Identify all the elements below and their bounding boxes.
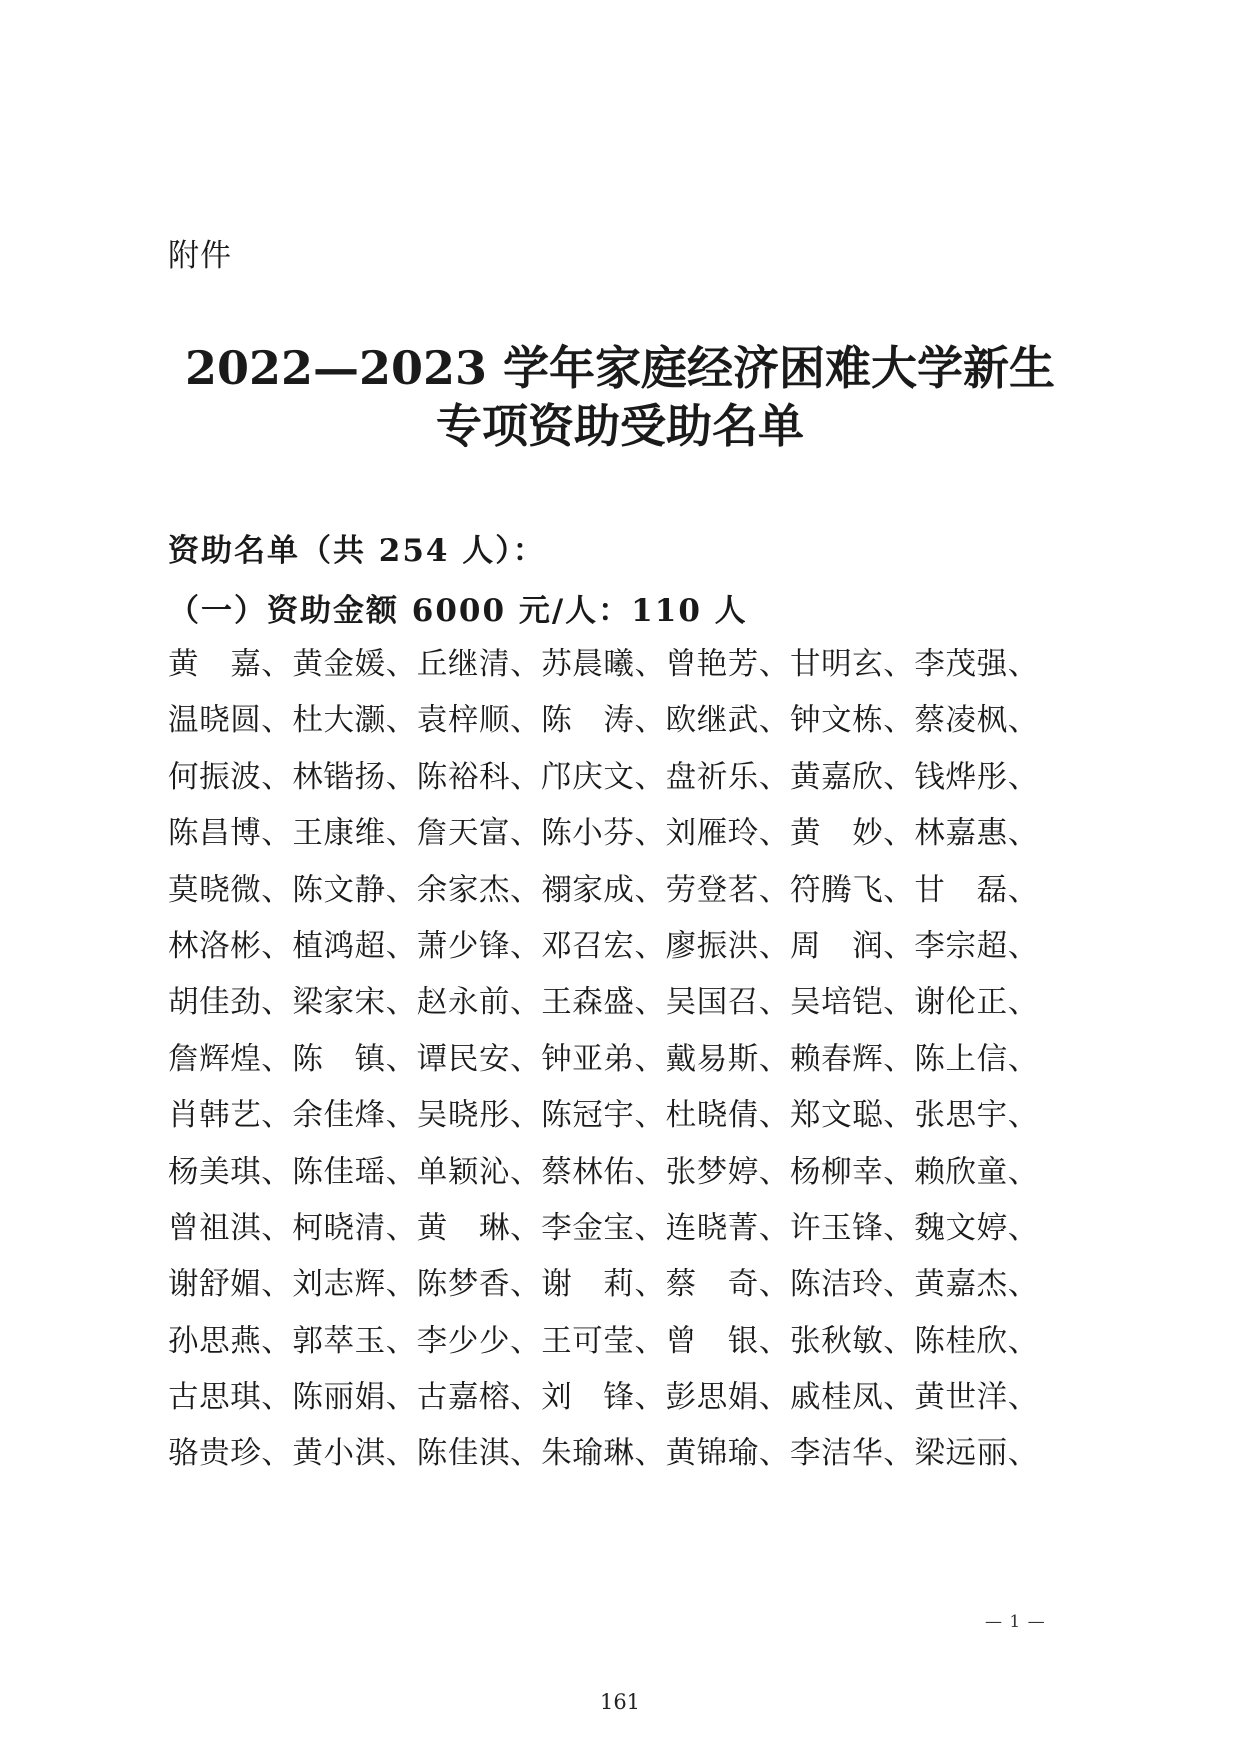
list-header: 资助名单（共 254 人）： — [168, 533, 546, 569]
name-row: 莫晓微、陈文静、余家杰、禤家成、劳登茗、符腾飞、甘 磊、 — [168, 872, 1039, 908]
name-row: 詹辉煌、陈 镇、谭民安、钟亚弟、戴易斯、赖春辉、陈上信、 — [168, 1041, 1039, 1077]
name-row: 胡佳劲、梁家宋、赵永前、王森盛、吴国召、吴培铠、谢伦正、 — [168, 985, 1039, 1021]
name-row: 谢舒媚、刘志辉、陈梦香、谢 莉、蔡 奇、陈洁玲、黄嘉杰、 — [168, 1267, 1039, 1303]
name-row: 温晓圆、杜大灏、袁梓顺、陈 涛、欧继武、钟文栋、蔡凌枫、 — [168, 703, 1039, 739]
name-row: 陈昌博、王康维、詹天富、陈小芬、刘雁玲、黄 妙、林嘉惠、 — [168, 816, 1039, 852]
section-1-header: （一）资助金额 6000 元/人：110 人 — [168, 593, 748, 629]
name-row: 古思琪、陈丽娟、古嘉榕、刘 锋、彭思娟、戚桂凤、黄世洋、 — [168, 1380, 1039, 1416]
name-row: 林洛彬、植鸿超、萧少锋、邓召宏、廖振洪、周 润、李宗超、 — [168, 928, 1039, 964]
page-marker: — 1 — — [985, 1612, 1046, 1632]
name-row: 曾祖淇、柯晓清、黄 琳、李金宝、连晓菁、许玉锋、魏文婷、 — [168, 1210, 1039, 1246]
name-row: 肖韩艺、余佳烽、吴晓彤、陈冠宇、杜晓倩、郑文聪、张思宇、 — [168, 1098, 1039, 1134]
name-row: 孙思燕、郭萃玉、李少少、王可莹、曾 银、张秋敏、陈桂欣、 — [168, 1323, 1039, 1359]
name-row: 黄 嘉、黄金媛、丘继清、苏晨曦、曾艳芳、甘明玄、李茂强、 — [168, 647, 1039, 682]
recipient-name-list — [168, 637, 1088, 1483]
name-row: 何振波、林锴扬、陈裕科、邝庆文、盘祈乐、黄嘉欣、钱烨彤、 — [168, 759, 1039, 795]
document-title-line-1: 2022—2023 学年家庭经济困难大学新生 — [184, 341, 1056, 395]
page-number: 161 — [599, 1690, 641, 1714]
document-title-line-2: 专项资助受助名单 — [436, 399, 804, 453]
name-row: 杨美琪、陈佳瑶、单颖沁、蔡林佑、张梦婷、杨柳幸、赖欣童、 — [168, 1154, 1039, 1190]
attachment-label: 附件 — [168, 238, 232, 274]
name-row: 骆贵珍、黄小淇、陈佳淇、朱瑜琳、黄锦瑜、李洁华、梁远丽、 — [168, 1436, 1039, 1472]
